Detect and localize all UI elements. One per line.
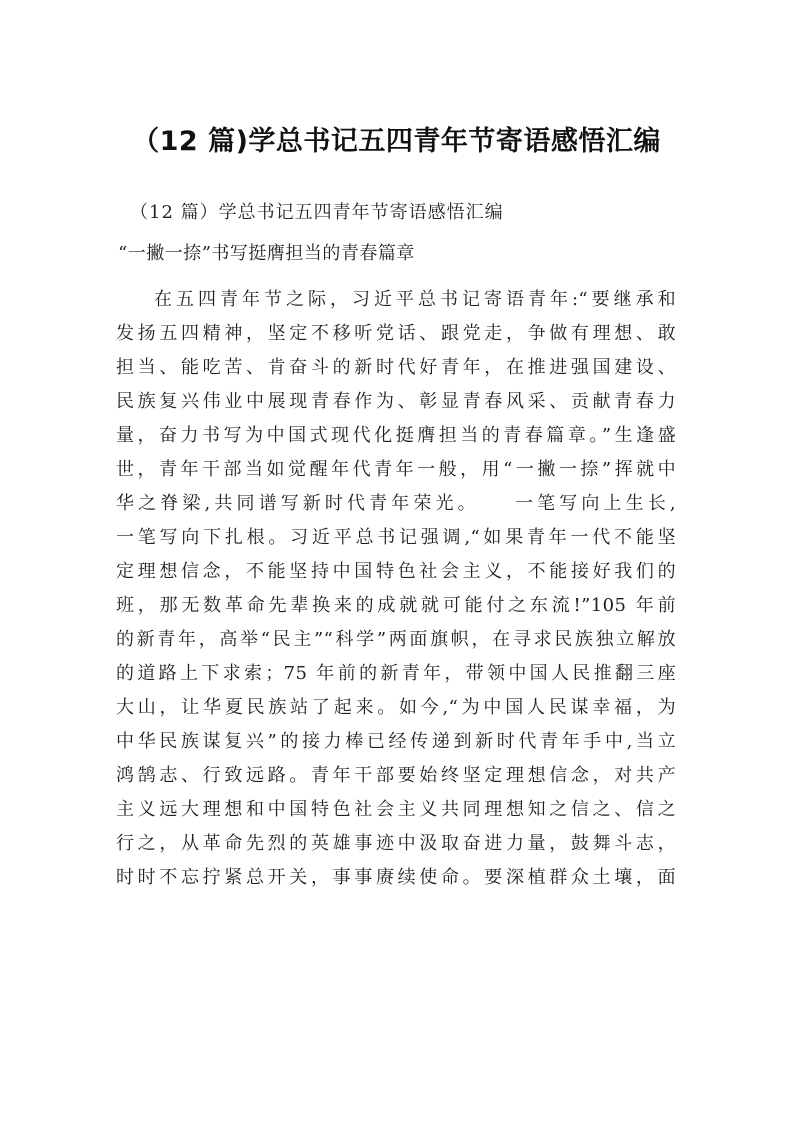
paragraph-line: 发扬五四精神，坚定不移听党话、跟党走，争做有理想、敢 bbox=[116, 323, 676, 344]
document-subtitle: （12 篇）学总书记五四青年节寄语感悟汇编 bbox=[130, 202, 504, 223]
paragraph-line: 主义远大理想和中国特色社会主义共同理想知之信之、信之 bbox=[116, 799, 676, 820]
paragraph-line: 中华民族谋复兴”的接力棒已经传递到新时代青年手中,当立 bbox=[116, 731, 676, 752]
paragraph-line: 华之脊梁,共同谱写新时代青年荣光。 一笔写向上生长, bbox=[116, 493, 676, 514]
paragraph-line: 行之，从革命先烈的英雄事迹中汲取奋进力量，鼓舞斗志， bbox=[116, 833, 676, 854]
paragraph-line: 大山，让华夏民族站了起来。如今,“为中国人民谋幸福，为 bbox=[116, 697, 676, 718]
paragraph-line: 的新青年，高举“民主”“科学”两面旗帜，在寻求民族独立解放 bbox=[116, 629, 676, 650]
paragraph-line: 定理想信念，不能坚持中国特色社会主义，不能接好我们的 bbox=[116, 561, 676, 582]
paragraph-line: 的道路上下求索；75 年前的新青年，带领中国人民推翻三座 bbox=[116, 663, 676, 684]
section-heading: “一撇一捺”书写挺膺担当的青春篇章 bbox=[118, 243, 415, 264]
paragraph-line: 鸿鹄志、行致远路。青年干部要始终坚定理想信念，对共产 bbox=[116, 765, 676, 786]
paragraph-line: 班，那无数革命先辈换来的成就就可能付之东流!”105 年前 bbox=[116, 595, 676, 616]
document-title: （12 篇)学总书记五四青年节寄语感悟汇编 bbox=[132, 126, 661, 157]
paragraph-line: 一笔写向下扎根。习近平总书记强调,“如果青年一代不能坚 bbox=[116, 527, 676, 548]
paragraph-line: 在五四青年节之际，习近平总书记寄语青年:“要继承和 bbox=[154, 289, 676, 310]
body-paragraph bbox=[116, 283, 676, 895]
paragraph-line: 民族复兴伟业中展现青春作为、彰显青春风采、贡献青春力 bbox=[116, 391, 676, 412]
paragraph-line: 担当、能吃苦、肯奋斗的新时代好青年，在推进强国建设、 bbox=[116, 357, 676, 378]
paragraph-line: 量，奋力书写为中国式现代化挺膺担当的青春篇章。”生逢盛 bbox=[116, 425, 676, 446]
paragraph-line: 世，青年干部当如觉醒年代青年一般，用“一撇一捺”挥就中 bbox=[116, 459, 676, 480]
paragraph-line: 时时不忘拧紧总开关，事事赓续使命。要深植群众土壤，面 bbox=[116, 867, 676, 888]
